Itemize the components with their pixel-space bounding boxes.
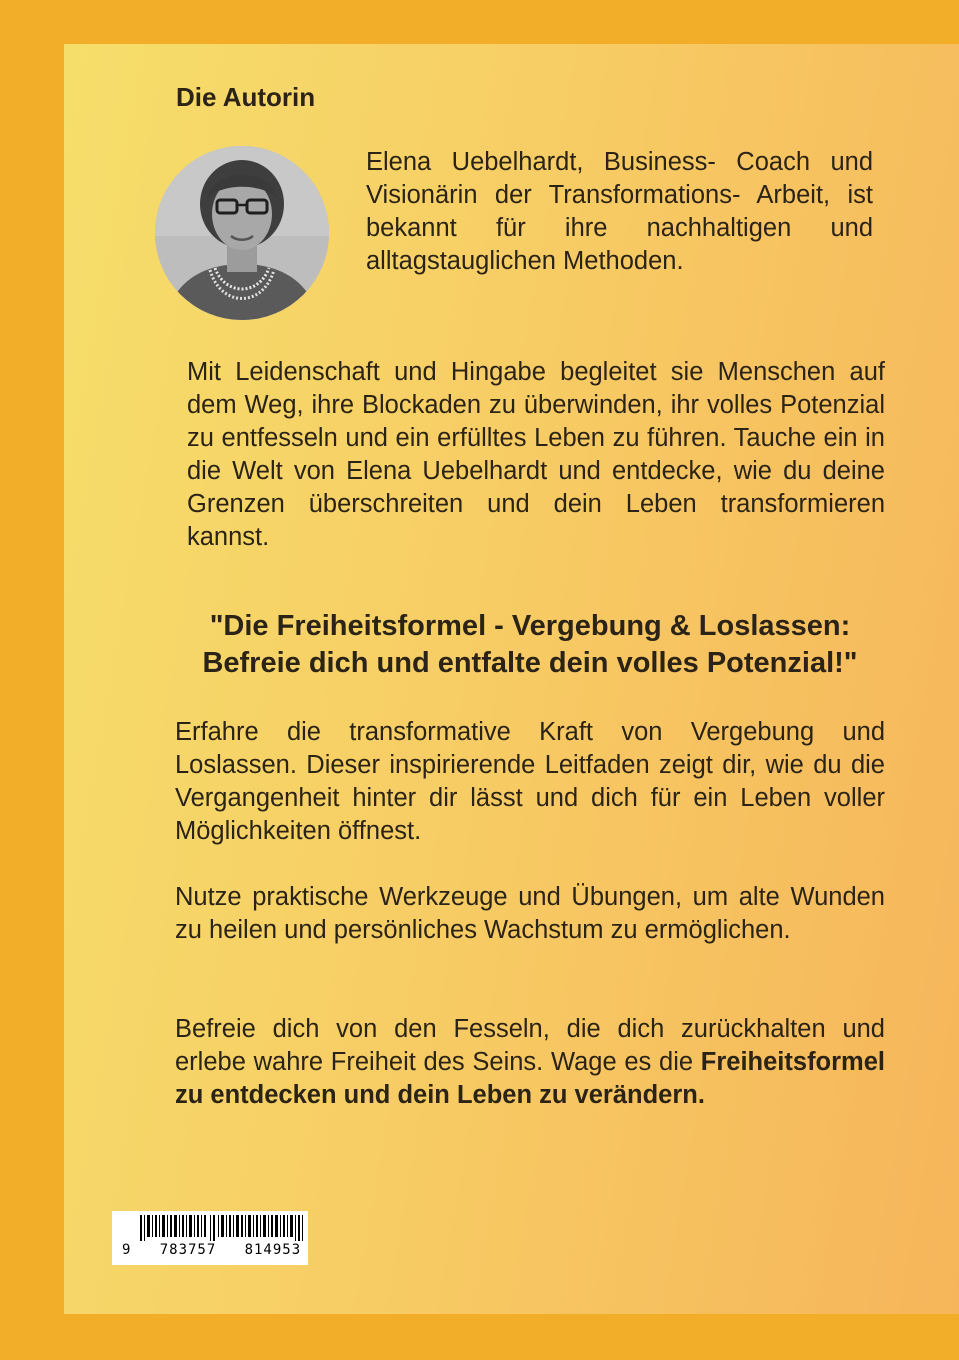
book-title <box>170 608 890 682</box>
author-intro: Elena Uebelhardt, Business- Coach und Visionärin der Transformations- Arbeit, ist bekannt für ihre nachhaltigen und alltagstauglichen Methoden. <box>366 148 873 275</box>
blurb-paragraph-3 <box>175 1013 885 1112</box>
author-bio: Mit Leidenschaft und Hingabe begleitet sie Menschen auf dem Weg, ihre Blockaden zu überwinden, ihr volles Potenzial zu entfesseln und ein erfülltes Leben zu führen. Tauche ein in die Welt von Elena Uebelhardt und entdecke, wie du deine Grenzen überschreiten und dein Leben transformieren kannst. <box>187 358 885 551</box>
author-heading: Die Autorin <box>176 82 316 112</box>
barcode-bars <box>140 1215 308 1241</box>
barcode-digits: 9 783757 814953 <box>122 1242 302 1258</box>
blurb-paragraph-3-regular: Befreie dich von den Fesseln, die dich zurückhalten und erlebe wahre Freiheit des Seins. Wage es die <box>175 1015 885 1076</box>
blurb-paragraph-2: Nutze praktische Werkzeuge und Übungen, um alte Wunden zu heilen und persönliches Wachstum zu ermöglichen. <box>175 883 885 944</box>
book-title-line-1: "Die Freiheitsformel - Vergebung & Loslassen: <box>209 610 851 642</box>
isbn-barcode <box>112 1211 308 1265</box>
blurb-paragraph-3-bold: Freiheitsformel zu entdecken und dein Leben zu verändern. <box>175 1048 885 1109</box>
blurb-paragraph-1: Erfahre die transformative Kraft von Vergebung und Loslassen. Dieser inspirierende Leitfaden zeigt dir, wie du die Vergangenheit hinter dir lässt und dich für ein Leben voller Möglichkeiten öffnest. <box>175 718 885 845</box>
book-title-line-2: Befreie dich und entfalte dein volles Potenzial!" <box>202 647 858 679</box>
author-portrait-photo <box>155 146 329 320</box>
